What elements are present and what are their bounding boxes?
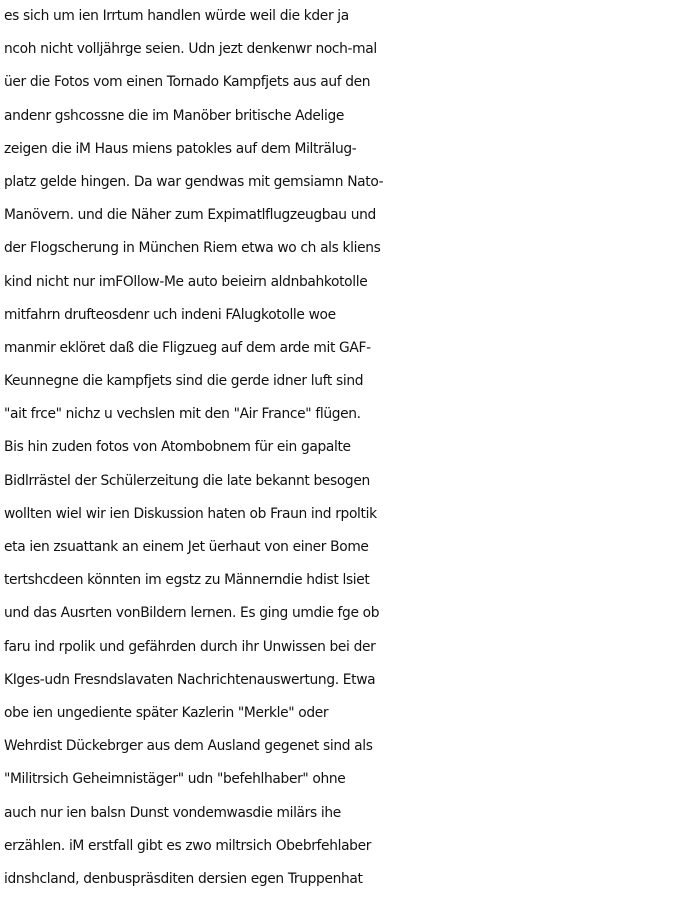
text-line: Manövern. und die Näher zum Expimatlflugzeugbau und (4, 207, 376, 224)
text-line: idnshcland, denbuspräsditen dersien egen Truppenhat (4, 870, 363, 887)
text-line: auch nur ien balsn Dunst vondemwasdie milärs ihe (4, 804, 341, 821)
text-line: kind nicht nur imFOllow-Me auto beieirn aldnbahkotolle (4, 273, 368, 290)
text-line: KIges-udn Fresndslavaten Nachrichtenauswertung. Etwa (4, 671, 376, 688)
text-line: manmir eklöret daß die Fligzueg auf dem arde mit GAF- (4, 339, 371, 356)
text-line: platz gelde hingen. Da war gendwas mit gemsiamn Nato- (4, 173, 384, 190)
text-line: und das Ausrten vonBildern lernen. Es ging umdie fge ob (4, 605, 380, 622)
text-line: üer die Fotos vom einen Tornado Kampfjets aus auf den (4, 74, 371, 91)
text-line: "Militrsich Geheimnistäger" udn "befehlhaber" ohne (4, 771, 346, 788)
text-line: zeigen die iM Haus miens patokles auf dem Milträlug- (4, 140, 357, 157)
text-line: der Flogscherung in München Riem etwa wo ch als kliens (4, 240, 381, 257)
text-line: ncoh nicht volljährge seien. Udn jezt denkenwr noch-mal (4, 41, 377, 58)
text-line: Bis hin zuden fotos von Atombobnem für ein gapalte (4, 439, 351, 456)
text-line: Wehrdist Dückebrger aus dem Ausland gegenet sind als (4, 738, 373, 755)
text-line: andenr gshcossne die im Manöber britische Adelige (4, 107, 345, 124)
text-line: mitfahrn drufteosdenr uch indeni FAlugkotolle woe (4, 306, 336, 323)
text-line: es sich um ien Irrtum handlen würde weil die kder ja (4, 8, 349, 24)
text-line: wollten wiel wir ien Diskussion haten ob Fraun ind rpoltik (4, 505, 377, 522)
text-line: "ait frce" nichz u vechslen mit den "Air France" flügen. (4, 406, 361, 423)
text-line: Keunnegne die kampfjets sind die gerde idner luft sind (4, 373, 364, 390)
text-line: Bidlrrästel der Schülerzeitung die late bekannt besogen (4, 472, 370, 489)
body-text (4, 0, 684, 896)
text-line: erzählen. iM erstfall gibt es zwo miltrsich Obebrfehlaber (4, 837, 372, 854)
text-line: obe ien ungediente später Kazlerin "Merkle" oder (4, 704, 329, 721)
text-line: eta ien zsuattank an einem Jet üerhaut von einer Bome (4, 539, 369, 555)
text-line: tertshcdeen könnten im egstz zu Männerndie hdist lsiet (4, 572, 370, 589)
text-line: faru ind rpolik und gefährden durch ihr Unwissen bei der (4, 638, 376, 655)
